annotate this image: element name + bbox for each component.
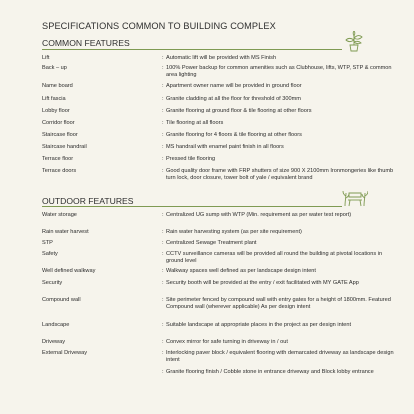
feature-value: Site perimeter fenced by compound wall with entry gates for a height of 1800mm. Featured Compound wall (wherever applicable) As per design intent (166, 297, 391, 311)
separator: : (162, 297, 164, 303)
feature-label: Rain water harvest (42, 229, 89, 235)
separator: : (162, 120, 164, 126)
separator: : (162, 168, 164, 174)
feature-value: Tile flooring at all floors (166, 120, 224, 126)
separator: : (162, 350, 164, 356)
feature-label: STP (42, 240, 53, 246)
feature-value: Rain water harvesting system (as per site requirement) (166, 229, 302, 235)
feature-value: Centralized UG sump with WTP (Min. requirement as per water test report) (166, 212, 352, 218)
feature-label: Lobby floor (42, 108, 70, 114)
feature-value: Granite flooring for 4 floors & tile flooring at other floors (166, 132, 302, 138)
feature-value: Suitable landscape at appropriate places in the project as per design intent (166, 322, 352, 328)
feature-label: Well defined walkway (42, 268, 96, 274)
section-divider-common (42, 49, 342, 50)
feature-value: Security booth will be provided at the entry / exit facilitated with MY GATE App (166, 280, 359, 286)
separator: : (162, 369, 164, 375)
outdoor-features-list (42, 212, 392, 392)
separator: : (162, 268, 164, 274)
feature-label: Lift (42, 55, 50, 61)
feature-label: Terrace floor (42, 156, 74, 162)
page-title: SPECIFICATIONS COMMON TO BUILDING COMPLEX (42, 21, 276, 31)
separator: : (162, 83, 164, 89)
separator: : (162, 229, 164, 235)
section-heading-common: COMMON FEATURES (42, 38, 130, 48)
feature-value: Interlocking paver block / equivalent flooring with demarcated driveway as landscape design intent (166, 350, 394, 364)
separator: : (162, 55, 164, 61)
feature-value: Good quality door frame with FRP shutters of size 900 X 2100mm Ironmongeries like thumb turn lock, door closure, tower bolt of yale / equivalent brand (166, 168, 394, 182)
section-divider-outdoor (42, 206, 342, 207)
feature-value: 100% Power backup for common amenities such as Clubhouse, lifts, WTP, STP & common area lighting (166, 65, 392, 79)
separator: : (162, 251, 164, 257)
feature-value: MS handrail with enamel paint finish in all floors (166, 144, 284, 150)
feature-label: Terrace doors (42, 168, 77, 174)
feature-label: External Driveway (42, 350, 88, 356)
common-features-list (42, 55, 392, 195)
feature-value: Pressed tile flooring (166, 156, 216, 162)
separator: : (162, 280, 164, 286)
separator: : (162, 240, 164, 246)
feature-value: Granite cladding at all the floor for threshold of 300mm (166, 96, 301, 102)
separator: : (162, 132, 164, 138)
feature-label: Driveway (42, 339, 66, 345)
feature-value: Walkway spaces well defined as per landscape design intent (166, 268, 316, 274)
separator: : (162, 339, 164, 345)
feature-value: Granite flooring finish / Cobble stone in entrance driveway and Block lobby entrance (166, 369, 374, 375)
feature-value: Automatic lift will be provided with MS Finish (166, 55, 277, 61)
plant-pot-icon (342, 31, 366, 53)
separator: : (162, 65, 164, 71)
feature-label: Staircase floor (42, 132, 78, 138)
feature-value: Apartment owner name will be provided in ground floor (166, 83, 302, 89)
feature-label: Compound wall (42, 297, 81, 303)
separator: : (162, 322, 164, 328)
feature-label: Lift fascia (42, 96, 66, 102)
feature-label: Name board (42, 83, 73, 89)
feature-value: Convex mirror for safe turning in driveway in / out (166, 339, 288, 345)
feature-label: Security (42, 280, 63, 286)
separator: : (162, 212, 164, 218)
separator: : (162, 108, 164, 114)
feature-label: Back – up (42, 65, 67, 71)
feature-label: Corridor floor (42, 120, 75, 126)
section-heading-outdoor: OUTDOOR FEATURES (42, 196, 134, 206)
feature-label: Staircase handrail (42, 144, 87, 150)
feature-label: Safety (42, 251, 58, 257)
feature-label: Landscape (42, 322, 70, 328)
separator: : (162, 144, 164, 150)
separator: : (162, 96, 164, 102)
garden-bench-icon (342, 188, 368, 208)
separator: : (162, 156, 164, 162)
feature-label: Water storage (42, 212, 77, 218)
feature-value: CCTV surveillance cameras will be provided all round the building at pivotal locations in ground level (166, 251, 383, 265)
feature-value: Centralized Sewage Treatment plant (166, 240, 257, 246)
feature-value: Granite flooring at ground floor & tile flooring at other floors (166, 108, 312, 114)
